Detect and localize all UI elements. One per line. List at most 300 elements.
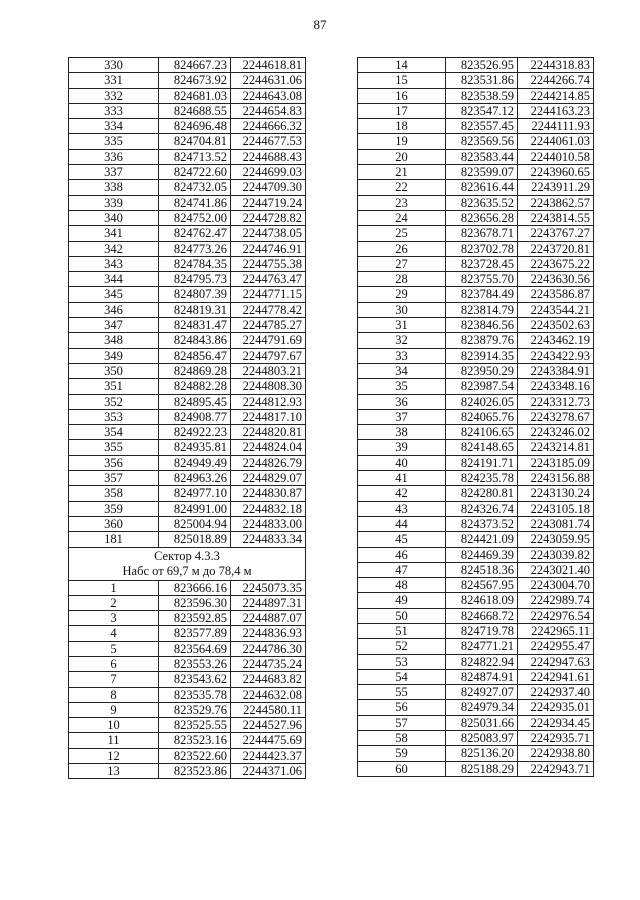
point-number: 37 — [358, 409, 446, 424]
coord-x: 823814.79 — [446, 302, 518, 317]
page-number: 87 — [313, 17, 327, 32]
table-row — [69, 501, 306, 516]
coord-y: 2244785.27 — [231, 318, 306, 333]
sector-header-row — [69, 547, 306, 580]
coord-x: 824704.81 — [159, 134, 231, 149]
table-row — [358, 272, 594, 287]
point-number: 36 — [358, 394, 446, 409]
point-number: 341 — [69, 226, 159, 241]
coord-y: 2244643.08 — [231, 88, 306, 103]
point-number: 55 — [358, 685, 446, 700]
coord-y: 2243544.21 — [518, 302, 594, 317]
table-row — [358, 226, 594, 241]
coord-y: 2244677.53 — [231, 134, 306, 149]
coord-y: 2244830.87 — [231, 486, 306, 501]
coord-y: 2243059.95 — [518, 532, 594, 547]
point-number: 50 — [358, 608, 446, 623]
table-row — [358, 103, 594, 118]
coord-x: 824469.39 — [446, 547, 518, 562]
point-number: 357 — [69, 471, 159, 486]
coord-x: 823577.89 — [159, 626, 231, 641]
point-number: 344 — [69, 272, 159, 287]
coord-y: 2244709.30 — [231, 180, 306, 195]
table-row — [358, 562, 594, 577]
point-number: 49 — [358, 593, 446, 608]
coord-y: 2244632.08 — [231, 687, 306, 702]
coord-y: 2242935.01 — [518, 700, 594, 715]
point-number: 358 — [69, 486, 159, 501]
coord-x: 824807.39 — [159, 287, 231, 302]
point-number: 33 — [358, 348, 446, 363]
table-row — [358, 455, 594, 470]
coord-x: 824065.76 — [446, 409, 518, 424]
point-number: 20 — [358, 149, 446, 164]
table-row — [358, 501, 594, 516]
coord-y: 2244631.06 — [231, 73, 306, 88]
coord-x: 824869.28 — [159, 363, 231, 378]
coord-y: 2242989.74 — [518, 593, 594, 608]
point-number: 54 — [358, 669, 446, 684]
coord-y: 2244817.10 — [231, 409, 306, 424]
coord-y: 2242955.47 — [518, 639, 594, 654]
coord-x: 825018.89 — [159, 532, 231, 547]
point-number: 28 — [358, 272, 446, 287]
point-number: 51 — [358, 623, 446, 638]
point-number: 360 — [69, 516, 159, 531]
coord-y: 2244318.83 — [518, 58, 594, 73]
coord-y: 2244812.93 — [231, 394, 306, 409]
coord-x: 824326.74 — [446, 501, 518, 516]
table-row — [69, 672, 306, 687]
coord-x: 824874.91 — [446, 669, 518, 684]
point-number: 351 — [69, 379, 159, 394]
coord-y: 2244820.81 — [231, 425, 306, 440]
coord-x: 825004.94 — [159, 516, 231, 531]
coord-y: 2244887.07 — [231, 611, 306, 626]
coord-y: 2244897.31 — [231, 595, 306, 610]
table-row — [358, 593, 594, 608]
table-row — [69, 302, 306, 317]
point-number: 330 — [69, 58, 159, 73]
coord-y: 2244371.06 — [231, 764, 306, 779]
table-row — [358, 700, 594, 715]
table-row — [358, 210, 594, 225]
point-number: 335 — [69, 134, 159, 149]
coord-x: 823616.44 — [446, 180, 518, 195]
coord-x: 823564.69 — [159, 641, 231, 656]
coord-x: 823987.54 — [446, 379, 518, 394]
point-number: 7 — [69, 672, 159, 687]
point-number: 22 — [358, 180, 446, 195]
point-number: 32 — [358, 333, 446, 348]
coord-y: 2244797.67 — [231, 348, 306, 363]
coord-y: 2244833.00 — [231, 516, 306, 531]
coord-y: 2244654.83 — [231, 103, 306, 118]
coord-x: 824843.86 — [159, 333, 231, 348]
point-number: 38 — [358, 425, 446, 440]
table-row — [358, 88, 594, 103]
coord-y: 2244832.18 — [231, 501, 306, 516]
table-row — [358, 746, 594, 761]
coord-y: 2244771.15 — [231, 287, 306, 302]
coord-x: 823678.71 — [446, 226, 518, 241]
point-number: 46 — [358, 547, 446, 562]
coord-y: 2244527.96 — [231, 718, 306, 733]
coord-x: 823523.16 — [159, 733, 231, 748]
table-row — [69, 241, 306, 256]
coord-x: 823531.86 — [446, 73, 518, 88]
table-row — [358, 287, 594, 302]
coord-y: 2243767.27 — [518, 226, 594, 241]
coord-y: 2243185.09 — [518, 455, 594, 470]
coord-y: 2242941.61 — [518, 669, 594, 684]
coord-x: 824752.00 — [159, 210, 231, 225]
table-row — [69, 256, 306, 271]
table-row — [69, 195, 306, 210]
point-number: 348 — [69, 333, 159, 348]
coord-x: 823538.59 — [446, 88, 518, 103]
table-row — [69, 687, 306, 702]
coord-y: 2244833.34 — [231, 532, 306, 547]
table-row — [69, 611, 306, 626]
table-row — [69, 363, 306, 378]
point-number: 47 — [358, 562, 446, 577]
coord-y: 2244111.93 — [518, 119, 594, 134]
table-row — [358, 669, 594, 684]
coord-y: 2243039.82 — [518, 547, 594, 562]
point-number: 34 — [358, 363, 446, 378]
point-number: 356 — [69, 455, 159, 470]
coord-x: 823950.29 — [446, 363, 518, 378]
table-row — [358, 440, 594, 455]
coord-y: 2243814.55 — [518, 210, 594, 225]
coord-y: 2242934.45 — [518, 715, 594, 730]
coord-y: 2243214.81 — [518, 440, 594, 455]
point-number: 342 — [69, 241, 159, 256]
point-number: 19 — [358, 134, 446, 149]
point-number: 60 — [358, 761, 446, 776]
coord-y: 2244829.07 — [231, 471, 306, 486]
coord-x: 824831.47 — [159, 318, 231, 333]
coord-x: 824280.81 — [446, 486, 518, 501]
point-number: 2 — [69, 595, 159, 610]
table-row — [69, 656, 306, 671]
coord-x: 824688.55 — [159, 103, 231, 118]
coord-x: 824732.05 — [159, 180, 231, 195]
coord-y: 2244755.38 — [231, 256, 306, 271]
table-row — [358, 623, 594, 638]
point-number: 347 — [69, 318, 159, 333]
coord-x: 823755.70 — [446, 272, 518, 287]
table-row — [69, 409, 306, 424]
point-number: 52 — [358, 639, 446, 654]
point-number: 23 — [358, 195, 446, 210]
coord-y: 2243348.16 — [518, 379, 594, 394]
coord-y: 2242943.71 — [518, 761, 594, 776]
table-row — [358, 761, 594, 776]
point-number: 4 — [69, 626, 159, 641]
table-row — [358, 516, 594, 531]
table-row — [358, 318, 594, 333]
point-number: 336 — [69, 149, 159, 164]
coord-x: 824518.36 — [446, 562, 518, 577]
table-row — [358, 547, 594, 562]
coord-y: 2245073.35 — [231, 580, 306, 595]
table-row — [69, 440, 306, 455]
coord-x: 823599.07 — [446, 165, 518, 180]
coord-y: 2244836.93 — [231, 626, 306, 641]
coord-x: 824819.31 — [159, 302, 231, 317]
table-row — [69, 595, 306, 610]
point-number: 15 — [358, 73, 446, 88]
coord-x: 823656.28 — [446, 210, 518, 225]
coord-x: 824719.78 — [446, 623, 518, 638]
coord-x: 823547.12 — [446, 103, 518, 118]
table-row — [358, 363, 594, 378]
table-row — [358, 379, 594, 394]
coord-y: 2243081.74 — [518, 516, 594, 531]
point-number: 45 — [358, 532, 446, 547]
coord-y: 2244266.74 — [518, 73, 594, 88]
coord-y: 2244735.24 — [231, 656, 306, 671]
coord-y: 2244791.69 — [231, 333, 306, 348]
table-row — [358, 639, 594, 654]
coord-x: 824771.21 — [446, 639, 518, 654]
coord-y: 2244214.85 — [518, 88, 594, 103]
point-number: 17 — [358, 103, 446, 118]
coord-y: 2242976.54 — [518, 608, 594, 623]
point-number: 5 — [69, 641, 159, 656]
table-row — [358, 302, 594, 317]
coord-x: 824991.00 — [159, 501, 231, 516]
point-number: 30 — [358, 302, 446, 317]
coord-y: 2243156.88 — [518, 471, 594, 486]
table-row — [69, 134, 306, 149]
coord-x: 824148.65 — [446, 440, 518, 455]
point-number: 181 — [69, 532, 159, 547]
coord-x: 823702.78 — [446, 241, 518, 256]
table-row — [69, 733, 306, 748]
coord-x: 823592.85 — [159, 611, 231, 626]
coord-y: 2244010.58 — [518, 149, 594, 164]
coord-y: 2243960.65 — [518, 165, 594, 180]
coord-x: 824856.47 — [159, 348, 231, 363]
coord-x: 824235.78 — [446, 471, 518, 486]
table-row — [69, 455, 306, 470]
coord-y: 2243004.70 — [518, 578, 594, 593]
coord-x: 824618.09 — [446, 593, 518, 608]
coord-x: 824979.34 — [446, 700, 518, 715]
table-row — [358, 256, 594, 271]
point-number: 41 — [358, 471, 446, 486]
coord-x: 823529.76 — [159, 702, 231, 717]
coord-y: 2244618.81 — [231, 58, 306, 73]
table-row — [358, 149, 594, 164]
table-row — [69, 394, 306, 409]
point-number: 332 — [69, 88, 159, 103]
point-number: 26 — [358, 241, 446, 256]
point-number: 16 — [358, 88, 446, 103]
table-row — [358, 578, 594, 593]
coord-y: 2243502.63 — [518, 318, 594, 333]
point-number: 56 — [358, 700, 446, 715]
coord-x: 823666.16 — [159, 580, 231, 595]
coord-x: 823784.49 — [446, 287, 518, 302]
table-row — [358, 119, 594, 134]
table-row — [358, 165, 594, 180]
point-number: 359 — [69, 501, 159, 516]
coord-x: 824106.65 — [446, 425, 518, 440]
coord-y: 2243312.73 — [518, 394, 594, 409]
table-row — [69, 210, 306, 225]
coord-y: 2244763.47 — [231, 272, 306, 287]
table-row — [358, 195, 594, 210]
coord-x: 823583.44 — [446, 149, 518, 164]
table-row — [358, 58, 594, 73]
coord-y: 2244786.30 — [231, 641, 306, 656]
table-row — [358, 394, 594, 409]
coord-x: 823635.52 — [446, 195, 518, 210]
coord-y: 2244778.42 — [231, 302, 306, 317]
coord-x: 824191.71 — [446, 455, 518, 470]
coord-y: 2243720.81 — [518, 241, 594, 256]
table-row — [69, 180, 306, 195]
table-row — [69, 516, 306, 531]
table-row — [69, 318, 306, 333]
point-number: 57 — [358, 715, 446, 730]
sector-title: Сектор 4.3.3 — [154, 548, 220, 563]
point-number: 21 — [358, 165, 446, 180]
point-number: 333 — [69, 103, 159, 118]
coord-y: 2244423.37 — [231, 748, 306, 763]
table-row — [358, 486, 594, 501]
coord-y: 2244826.79 — [231, 455, 306, 470]
coord-x: 823557.45 — [446, 119, 518, 134]
coord-x: 823553.26 — [159, 656, 231, 671]
point-number: 353 — [69, 409, 159, 424]
point-number: 29 — [358, 287, 446, 302]
coord-y: 2244699.03 — [231, 165, 306, 180]
table-row — [69, 471, 306, 486]
point-number: 6 — [69, 656, 159, 671]
table-row — [69, 88, 306, 103]
coord-y: 2243384.91 — [518, 363, 594, 378]
coord-y: 2243586.87 — [518, 287, 594, 302]
point-number: 338 — [69, 180, 159, 195]
table-row — [69, 702, 306, 717]
point-number: 3 — [69, 611, 159, 626]
coord-x: 824822.94 — [446, 654, 518, 669]
table-row — [69, 641, 306, 656]
coord-x: 823569.56 — [446, 134, 518, 149]
coord-y: 2243130.24 — [518, 486, 594, 501]
point-number: 40 — [358, 455, 446, 470]
coord-y: 2243422.93 — [518, 348, 594, 363]
coord-y: 2243862.57 — [518, 195, 594, 210]
point-number: 8 — [69, 687, 159, 702]
coord-y: 2244728.82 — [231, 210, 306, 225]
coord-x: 824762.47 — [159, 226, 231, 241]
coord-y: 2242937.40 — [518, 685, 594, 700]
point-number: 43 — [358, 501, 446, 516]
point-number: 48 — [358, 578, 446, 593]
point-number: 24 — [358, 210, 446, 225]
coord-y: 2244666.32 — [231, 119, 306, 134]
coord-y: 2244580.11 — [231, 702, 306, 717]
coord-y: 2242947.63 — [518, 654, 594, 669]
coord-x: 823596.30 — [159, 595, 231, 610]
coord-y: 2244746.91 — [231, 241, 306, 256]
table-row — [358, 425, 594, 440]
table-row — [358, 532, 594, 547]
coord-y: 2244061.03 — [518, 134, 594, 149]
coord-x: 824673.92 — [159, 73, 231, 88]
point-number: 339 — [69, 195, 159, 210]
coord-y: 2242938.80 — [518, 746, 594, 761]
coord-y: 2243675.22 — [518, 256, 594, 271]
coord-x: 824773.26 — [159, 241, 231, 256]
coord-y: 2244803.21 — [231, 363, 306, 378]
table-row — [69, 103, 306, 118]
coord-x: 825031.66 — [446, 715, 518, 730]
coord-x: 823846.56 — [446, 318, 518, 333]
table-row — [358, 134, 594, 149]
coord-x: 824927.07 — [446, 685, 518, 700]
point-number: 346 — [69, 302, 159, 317]
table-row — [358, 685, 594, 700]
coord-x: 824882.28 — [159, 379, 231, 394]
point-number: 343 — [69, 256, 159, 271]
point-number: 14 — [358, 58, 446, 73]
coord-x: 825136.20 — [446, 746, 518, 761]
coord-x: 823728.45 — [446, 256, 518, 271]
coord-x: 823914.35 — [446, 348, 518, 363]
table-row — [358, 731, 594, 746]
table-row — [358, 180, 594, 195]
point-number: 355 — [69, 440, 159, 455]
table-row — [358, 241, 594, 256]
point-number: 35 — [358, 379, 446, 394]
coord-x: 824026.05 — [446, 394, 518, 409]
table-row — [69, 165, 306, 180]
coord-x: 823535.78 — [159, 687, 231, 702]
coord-y: 2243278.67 — [518, 409, 594, 424]
point-number: 337 — [69, 165, 159, 180]
coord-y: 2243105.18 — [518, 501, 594, 516]
coord-x: 824741.86 — [159, 195, 231, 210]
coord-y: 2244683.82 — [231, 672, 306, 687]
coord-x: 824895.45 — [159, 394, 231, 409]
table-row — [69, 333, 306, 348]
coord-y: 2243911.29 — [518, 180, 594, 195]
table-row — [358, 471, 594, 486]
point-number: 59 — [358, 746, 446, 761]
coord-y: 2244688.43 — [231, 149, 306, 164]
point-number: 58 — [358, 731, 446, 746]
table-row — [69, 764, 306, 779]
point-number: 44 — [358, 516, 446, 531]
coord-x: 823543.62 — [159, 672, 231, 687]
point-number: 1 — [69, 580, 159, 595]
coord-x: 824713.52 — [159, 149, 231, 164]
table-row — [69, 580, 306, 595]
coord-x: 824373.52 — [446, 516, 518, 531]
table-row — [69, 119, 306, 134]
point-number: 12 — [69, 748, 159, 763]
coord-y: 2244163.23 — [518, 103, 594, 118]
table-row — [358, 348, 594, 363]
table-row — [358, 409, 594, 424]
